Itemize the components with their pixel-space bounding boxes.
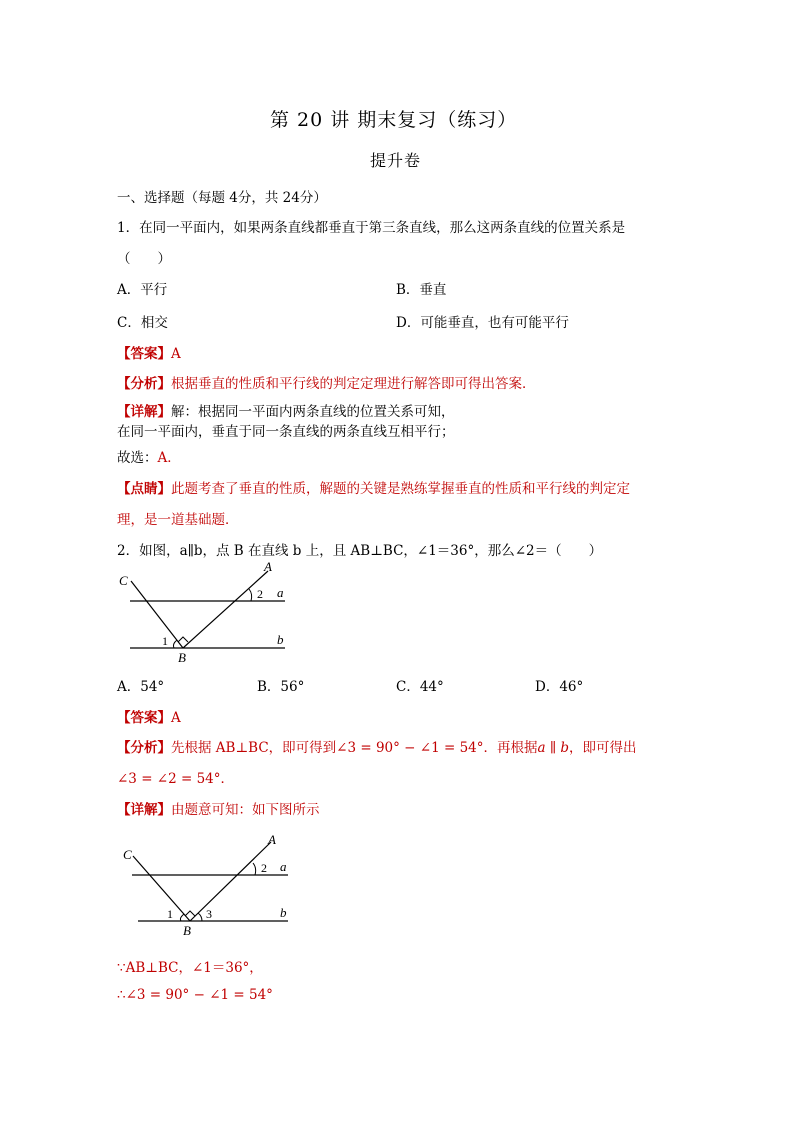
q2-because: ∵AB⊥BC，∠1＝36°， [117,960,263,976]
detail-tag: 【详解】 [117,404,171,420]
comment-tag: 【点睛】 [117,481,171,497]
answer-tag: 【答案】 [117,710,171,726]
q1-option-d: D．可能垂直，也有可能平行 [396,315,569,331]
analysis-tag: 【分析】 [117,740,171,756]
label-b-point: B [183,923,191,938]
detail-tag: 【详解】 [117,802,171,818]
analysis-tag: 【分析】 [117,376,171,392]
answer-value: A [171,710,181,726]
angle-2-arc [249,589,252,601]
comment-line1: 此题考查了垂直的性质，解题的关键是熟练掌握垂直的性质和平行线的判定定 [171,481,630,497]
q1-analysis [117,372,536,392]
label-angle-2: 2 [257,587,263,601]
label-a-point: A [264,559,272,574]
label-angle-2: 2 [261,861,267,875]
q2-option-d: D．46° [535,679,584,695]
analysis-eq2: ∠3 = ∠2 = 54° [117,771,221,787]
geometry-figure-1 [110,558,300,668]
analysis-parallel: a ∥ b [537,740,570,756]
label-b-line: b [280,905,287,920]
q1-stem-line1: 1．在同一平面内，如果两条直线都垂直于第三条直线，那么这两条直线的位置关系是 [117,220,626,236]
q1-detail-line2: 在同一平面内，垂直于同一条直线的两条直线互相平行； [117,424,455,440]
right-angle-mark [185,911,195,916]
analysis-part2: ．再根据 [483,740,538,756]
page-title: 第 20 讲 期末复习（练习） [270,109,518,131]
label-angle-1: 1 [162,634,168,648]
label-c: C [123,847,132,862]
label-a-line: a [280,859,287,874]
q1-stem-line2: （ ） [117,251,171,267]
analysis-part3: ，即可得出 [569,740,637,756]
label-b-line: b [277,632,284,647]
segment-ba [190,842,271,921]
analysis-part1: 先根据 AB⊥BC，即可得到 [171,740,337,756]
q2-option-c: C．44° [396,679,444,695]
q1-choose [117,446,181,466]
label-angle-1: 1 [167,907,173,921]
segment-bc [133,856,190,921]
segment-ba [183,571,268,648]
angle-3-arc [198,913,202,921]
q1-option-a: A．平行 [117,282,168,298]
detail-text: 由题意可知：如下图所示 [171,802,320,818]
label-c: C [119,573,128,588]
q2-analysis-line2 [117,767,234,787]
right-angle-mark [178,637,188,642]
q2-therefore: ∴∠3 = 90° − ∠1 = 54° [117,987,273,1003]
angle-1-arc [173,640,177,648]
angle-2-arc [253,863,256,875]
q1-detail [117,400,455,420]
segment-bc [131,581,183,648]
label-a-line: a [277,585,284,600]
choose-value: A． [157,450,181,466]
choose-label: 故选： [117,450,158,466]
q2-option-b: B．56° [257,679,305,695]
geometry-figure-2 [110,830,300,940]
answer-tag: 【答案】 [117,346,171,362]
q2-answer [117,706,181,726]
q1-comment [117,477,630,497]
q1-comment-line2: 理，是一道基础题． [117,512,239,528]
detail-line1: 解：根据同一平面内两条直线的位置关系可知， [171,404,455,420]
analysis-text: 根据垂直的性质和平行线的判定定理进行解答即可得出答案． [171,376,536,392]
label-a-point: A [268,832,276,847]
q2-stem: 2．如图，a∥b，点 B 在直线 b 上，且 AB⊥BC，∠1＝36°，那么∠2＝（ ） [117,543,603,559]
q2-analysis [117,736,637,756]
label-angle-3: 3 [206,907,212,921]
q1-option-b: B．垂直 [396,282,447,298]
analysis-part4: ． [220,771,235,787]
q1-answer [117,342,181,362]
q2-option-a: A．54° [117,679,165,695]
q1-option-c: C．相交 [117,315,168,331]
label-b-point: B [178,650,186,665]
page-subtitle: 提升卷 [370,151,422,170]
analysis-eq1: ∠3 = 90° − ∠1 = 54° [336,740,484,756]
section-heading: 一、选择题（每题 4分，共 24分） [117,190,327,206]
answer-value: A [171,346,181,362]
angle-1-arc [180,914,184,921]
q2-detail [117,798,320,818]
